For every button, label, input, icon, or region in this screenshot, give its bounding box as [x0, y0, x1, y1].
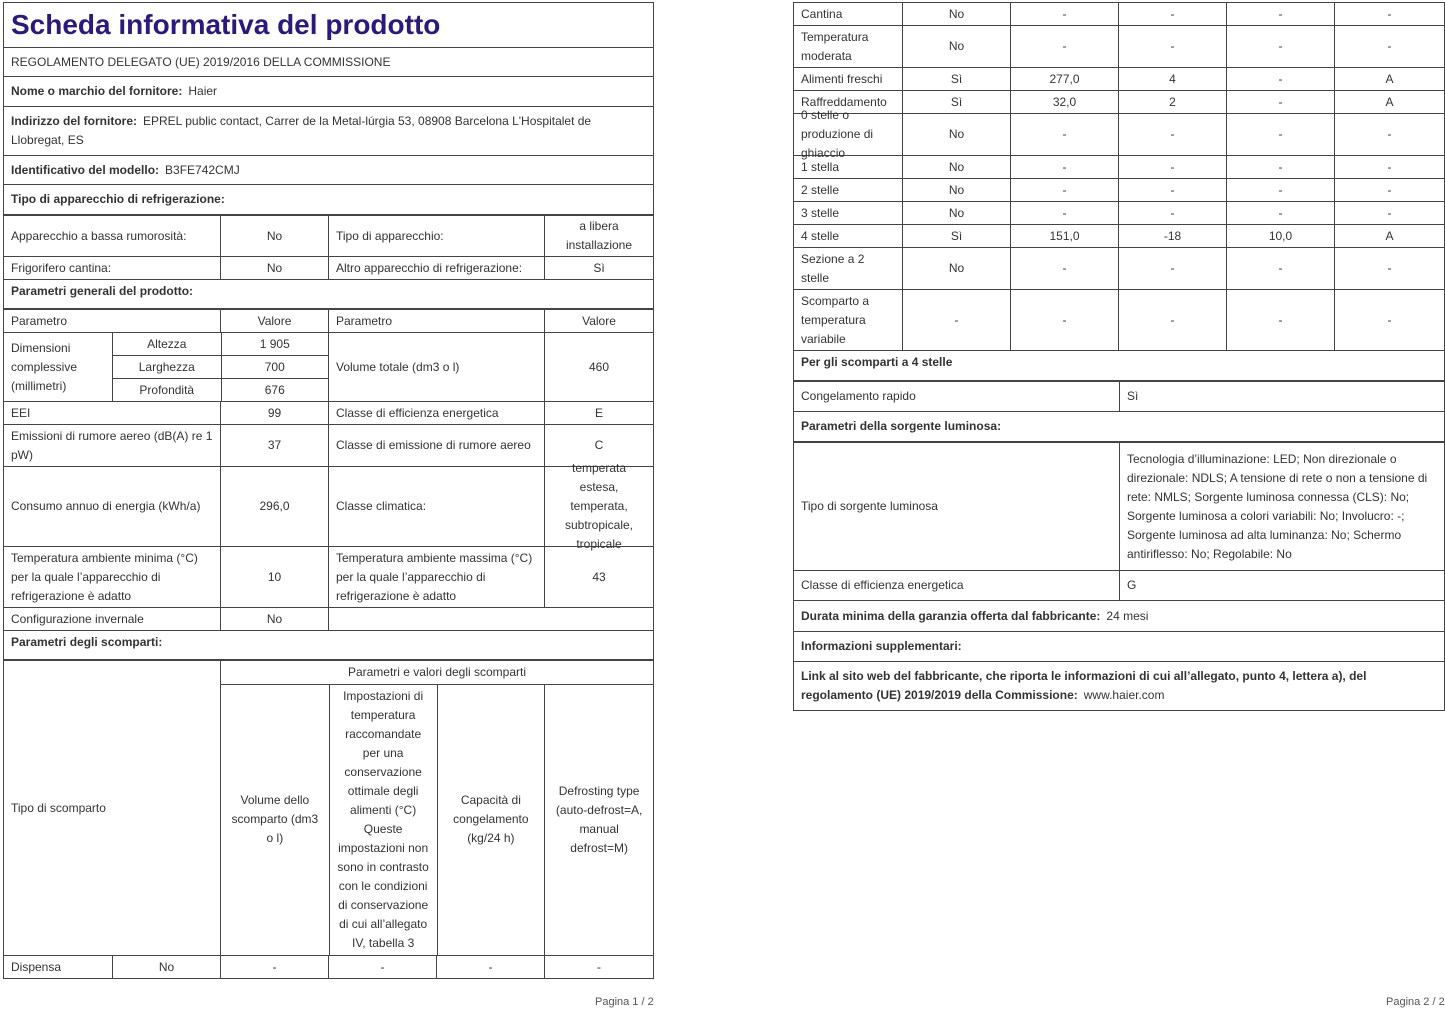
address-value: EPREL public contact, Carrer de la Metal-lúrgia 53, 08908 Barcelona L'Hospitalet de Llobregat, ES: [11, 114, 592, 147]
height-value: 1 905: [259, 336, 290, 351]
compartment-volume: -: [1062, 312, 1067, 327]
low-noise-label: Apparecchio a bassa rumorosità:: [11, 228, 187, 243]
compartment-volume: -: [1062, 182, 1067, 197]
noise-class-label: Classe di emissione di rumore aereo: [336, 438, 531, 452]
defrost-type-header: Defrosting type (auto-defrost=A, manual defrost=M): [555, 783, 643, 855]
pantry-freezing: -: [488, 959, 493, 974]
fast-freeze-label: Congelamento rapido: [801, 389, 916, 403]
volume-label: Volume totale (dm3 o l): [336, 359, 460, 374]
max-temp-label: Temperatura ambiente massima (°C) per la quale l’apparecchio di refrigerazione è adatto: [336, 550, 533, 603]
compartment-name: Scomparto a temperatura variabile: [801, 293, 870, 346]
compartment-temperature: -: [1170, 312, 1175, 327]
winter-row: [4, 607, 653, 630]
compartment-defrost: -: [1387, 261, 1392, 275]
supplier-label: Nome o marchio del fornitore:: [11, 84, 183, 98]
regulation-row: [4, 47, 653, 76]
pantry-volume: -: [272, 959, 277, 974]
page-2: [793, 2, 1445, 711]
eei-label: EEI: [11, 405, 31, 420]
compartment-volume: -: [1062, 159, 1067, 174]
model-row: [4, 155, 653, 184]
supplementary-heading-row: [794, 631, 1444, 661]
light-class-row: [794, 570, 1444, 600]
energy-class-label: Classe di efficienza energetica: [336, 405, 499, 420]
low-noise-row: [4, 214, 653, 256]
light-type-label: Tipo di sorgente luminosa: [801, 499, 938, 513]
compartment-name: Raffreddamento: [801, 94, 887, 109]
compartment-row: [794, 155, 1444, 178]
compartment-freezing: -: [1278, 261, 1283, 275]
appliance-type-value: a libera installazione: [565, 219, 633, 252]
pantry-present: No: [158, 959, 175, 974]
appliance-type-heading: Tipo di apparecchio di refrigerazione:: [11, 192, 225, 206]
eei-value: 99: [267, 405, 282, 420]
compartment-defrost: A: [1385, 228, 1394, 243]
model-label: Identificativo del modello:: [11, 162, 160, 177]
general-heading-row: [4, 279, 653, 308]
address-row: [4, 106, 653, 155]
warranty-row: [794, 600, 1444, 631]
compartment-temperature: -: [1170, 159, 1175, 174]
four-star-heading-row: [794, 350, 1444, 380]
compartment-volume: 151,0: [1049, 228, 1080, 243]
width-value: 700: [264, 359, 285, 374]
compartment-defrost: -: [1387, 182, 1392, 197]
winter-value: No: [266, 611, 283, 626]
four-star-heading: Per gli scomparti a 4 stelle: [801, 355, 953, 369]
regulation-text: REGOLAMENTO DELEGATO (UE) 2019/2016 DELLA COMMISSIONE: [11, 54, 391, 69]
compartment-present: No: [948, 182, 965, 197]
compartment-row: [794, 201, 1444, 224]
warranty-value: 24 mesi: [1106, 608, 1149, 623]
compartment-freezing: -: [1278, 39, 1283, 53]
pantry-defrost: -: [597, 959, 601, 974]
dimensions-row: [4, 332, 653, 401]
compartment-volume: -: [1062, 127, 1067, 141]
noise-class-value: C: [594, 438, 604, 452]
compartment-freezing: -: [1278, 182, 1283, 197]
freezing-capacity-header: Capacità di congelamento (kg/24 h): [453, 793, 529, 846]
compartment-row: [794, 3, 1444, 25]
compartment-defrost: -: [1387, 6, 1392, 21]
compartment-name: Temperatura moderata: [801, 29, 869, 63]
noise-label: Emissioni di rumore aereo (dB(A) re 1 pW): [11, 428, 213, 462]
max-temp-value: 43: [592, 569, 606, 584]
light-type-row: [794, 441, 1444, 570]
supplier-value: Haier: [188, 84, 218, 98]
compartments-header-block: [4, 659, 653, 955]
compartment-present: No: [948, 159, 965, 174]
compartment-row: [794, 224, 1444, 247]
consumption-row: [4, 461, 653, 551]
compartments-subheading: Parametri e valori degli scomparti: [347, 664, 527, 679]
compartment-temperature: -: [1170, 6, 1175, 21]
compartment-row: [794, 67, 1444, 90]
compartments-table: [794, 3, 1444, 350]
depth-value: 676: [264, 382, 285, 397]
compartment-present: No: [948, 39, 965, 53]
volume-value: 460: [588, 359, 610, 374]
value-header-2: Valore: [582, 313, 616, 328]
compartment-defrost: A: [1385, 71, 1394, 86]
link-row: [794, 661, 1444, 710]
light-heading: Parametri della sorgente luminosa:: [801, 419, 1002, 433]
compartment-temperature: -: [1170, 39, 1175, 53]
compartment-present: No: [948, 205, 965, 220]
dimensions-label: Dimensioni complessive (millimetri): [11, 340, 78, 393]
compartment-present: Sì: [950, 228, 963, 243]
pantry-row: [4, 955, 653, 978]
compartment-temperature: -: [1170, 127, 1175, 141]
compartment-row: [794, 247, 1444, 289]
compartment-freezing: -: [1278, 127, 1283, 141]
compartment-defrost: -: [1387, 205, 1392, 220]
compartment-name: 0 stelle o produzione di ghiaccio: [801, 108, 874, 160]
temperature-header: Impostazioni di temperatura raccomandate per una conservazione ottimale degli alimenti (°C) Queste impostazioni non sono in contrasto con le condizioni di conservazione di cui all’allegato IV, tabella 3: [337, 688, 429, 950]
compartments-heading-row: [4, 630, 653, 659]
compartment-freezing: -: [1278, 159, 1283, 174]
other-appliance-value: Sì: [593, 260, 605, 275]
other-appliance-label: Altro apparecchio di refrigerazione:: [336, 260, 523, 275]
compartment-freezing: -: [1278, 312, 1283, 327]
compartment-temperature: -: [1170, 261, 1175, 275]
compartment-volume: -: [1062, 6, 1067, 21]
compartment-present: -: [954, 312, 959, 327]
compartment-defrost: A: [1385, 94, 1394, 109]
compartment-volume: -: [1062, 261, 1067, 275]
energy-class-value: E: [594, 405, 603, 420]
general-heading: Parametri generali del prodotto:: [11, 284, 194, 298]
compartment-row: [794, 289, 1444, 350]
compartment-volume: -: [1062, 39, 1067, 53]
fast-freeze-value: Sì: [1127, 389, 1139, 403]
model-value: B3FE742CMJ: [165, 162, 240, 177]
compartment-freezing: -: [1278, 71, 1283, 86]
compartment-present: No: [948, 6, 965, 21]
climate-label: Classe climatica:: [336, 499, 427, 513]
compartments-heading: Parametri degli scomparti:: [11, 635, 163, 649]
compartment-present: No: [948, 261, 965, 275]
eei-row: [4, 401, 653, 424]
appliance-type-heading-row: [4, 184, 653, 214]
winter-label: Configurazione invernale: [11, 611, 144, 626]
min-temp-label: Temperatura ambiente minima (°C) per la quale l’apparecchio di refrigerazione è adatto: [11, 550, 198, 603]
width-label: Larghezza: [138, 359, 195, 374]
wine-row: [4, 256, 653, 279]
compartment-freezing: -: [1278, 6, 1283, 21]
compartment-present: Sì: [950, 71, 963, 86]
noise-value: 37: [267, 438, 282, 452]
ambient-temp-row: [4, 546, 653, 607]
param-header-row: [4, 308, 653, 332]
title-row: [4, 3, 653, 47]
wine-value: No: [266, 260, 283, 275]
value-header: Valore: [257, 313, 292, 328]
compartment-temperature: -18: [1163, 228, 1182, 243]
compartment-temperature: 4: [1169, 71, 1176, 86]
page-2-footer: Pagina 2 / 2: [1386, 996, 1445, 1008]
supplier-row: [4, 76, 653, 106]
pantry-temperature: -: [380, 959, 385, 974]
compartment-type-header: Tipo di scomparto: [11, 800, 106, 815]
light-heading-row: [794, 411, 1444, 441]
climate-value: temperata estesa, temperata, subtropicale, tropicale: [564, 461, 634, 551]
light-class-value: G: [1127, 578, 1137, 592]
min-temp-value: 10: [267, 569, 282, 584]
compartment-volume: 277,0: [1049, 71, 1080, 86]
consumption-label: Consumo annuo di energia (kWh/a): [11, 499, 201, 513]
param-header: Parametro: [11, 313, 68, 328]
compartment-defrost: -: [1387, 159, 1392, 174]
fast-freeze-row: [794, 380, 1444, 411]
compartment-volume: 32,0: [1052, 94, 1077, 109]
compartment-present: No: [948, 127, 965, 141]
compartment-name: 1 stella: [801, 159, 840, 174]
compartment-name: Alimenti freschi: [801, 71, 883, 86]
compartment-defrost: -: [1387, 312, 1392, 327]
consumption-value: 296,0: [259, 499, 290, 513]
warranty-label: Durata minima della garanzia offerta dal fabbricante:: [801, 608, 1101, 623]
compartment-name: Sezione a 2 stelle: [801, 251, 865, 285]
page-title: Scheda informativa del prodotto: [11, 9, 441, 40]
compartment-name: Cantina: [801, 6, 843, 21]
wine-label: Frigorifero cantina:: [11, 260, 112, 275]
compartment-temperature: -: [1170, 182, 1175, 197]
page-1-footer: Pagina 1 / 2: [595, 996, 654, 1008]
low-noise-value: No: [266, 228, 283, 243]
supplementary-heading: Informazioni supplementari:: [801, 639, 962, 653]
compartment-temperature: -: [1170, 205, 1175, 220]
page-1: [3, 2, 654, 979]
compartment-row: [794, 25, 1444, 67]
compartment-name: 3 stelle: [801, 205, 840, 220]
compartment-freezing: -: [1278, 205, 1283, 220]
compartment-defrost: -: [1387, 39, 1392, 53]
volume-header: Volume dello scomparto (dm3 o l): [231, 793, 319, 846]
compartment-freezing: 10,0: [1268, 228, 1293, 243]
compartment-name: 4 stelle: [801, 228, 840, 243]
manufacturer-link[interactable]: www.haier.com: [1083, 688, 1165, 702]
compartment-freezing: -: [1278, 94, 1283, 109]
compartment-defrost: -: [1387, 127, 1392, 141]
address-label: Indirizzo del fornitore:: [11, 114, 137, 128]
compartment-present: Sì: [950, 94, 963, 109]
depth-label: Profondità: [139, 382, 195, 397]
compartment-row: [794, 108, 1444, 160]
light-class-label: Classe di efficienza energetica: [801, 578, 964, 592]
compartment-volume: -: [1062, 205, 1067, 220]
compartment-temperature: 2: [1169, 94, 1176, 109]
light-type-value: Tecnologia d’illuminazione: LED; Non direzionale o direzionale: NDLS; A tensione di rete o non a tensione di rete: NMLS; Sorgente luminosa connessa (CLS): No; Sorgente luminosa a colori variabili: No; Involucro: -; Sorgente luminosa ad alta luminanza: No; Schermo antiriflesso: No; Regolabile: No: [1127, 451, 1428, 561]
compartment-row: [794, 178, 1444, 201]
pantry-label: Dispensa: [11, 959, 62, 974]
compartment-name: 2 stelle: [801, 182, 840, 197]
link-label: Link al sito web del fabbricante, che riporta le informazioni di cui all’allegato, punto 4, lettera a), del regolamento (UE) 2019/2019 della Commissione:: [801, 669, 1367, 702]
param-header-2: Parametro: [336, 313, 393, 328]
height-label: Altezza: [147, 336, 187, 351]
appliance-type-label: Tipo di apparecchio:: [336, 228, 444, 243]
